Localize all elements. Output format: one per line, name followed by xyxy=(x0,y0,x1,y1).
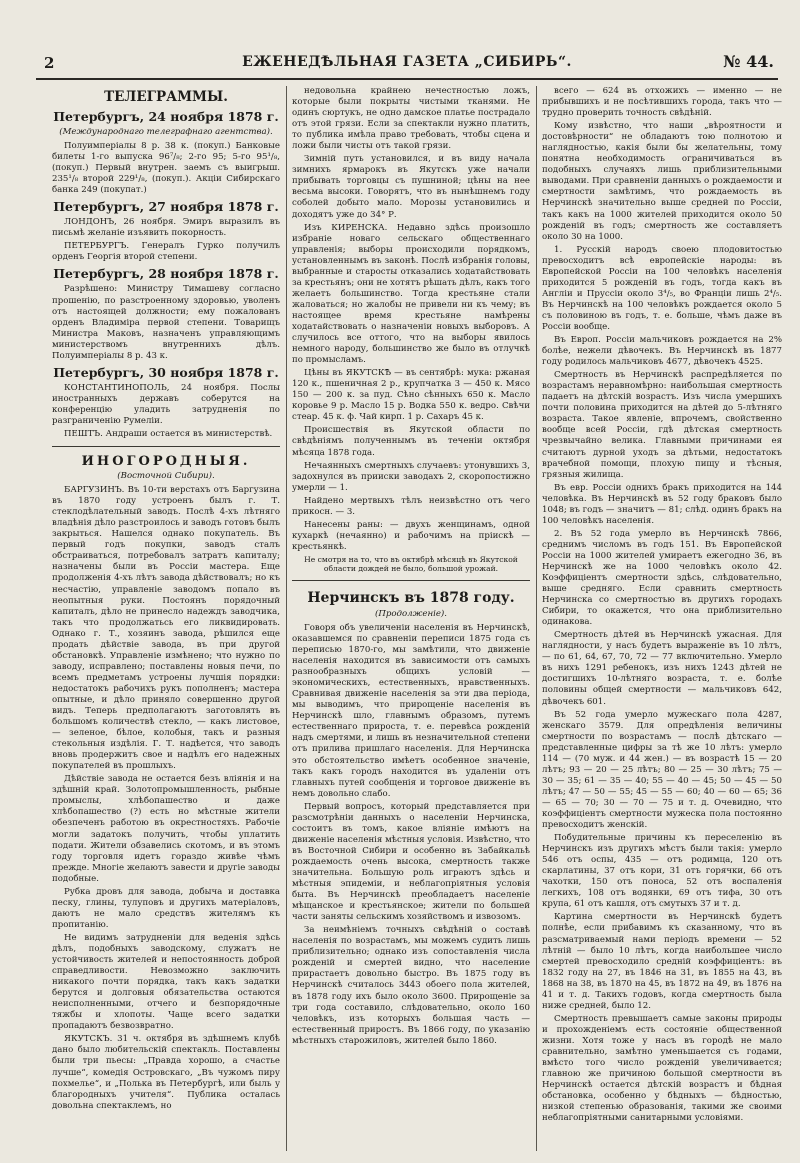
article-paragraph: Въ евр. Россіи однихъ бракъ приходится на 144 человѣка. Въ Нерчинскѣ въ 52 году браковъ было 1048; въ годъ — значитъ — 81; слѣд. одинъ бракъ на 100 человѣкъ населенія. xyxy=(542,482,782,526)
section-divider xyxy=(52,446,280,447)
article-paragraph: Найдено мертвыхъ тѣлъ неизвѣстно отъ чего прикосн. — 3. xyxy=(292,495,530,517)
telegrams-heading: ТЕЛЕГРАММЫ. xyxy=(104,89,228,105)
article-paragraph: Зимній путь установился, и въ виду начала зимнихъ ярмарокъ въ Якутскъ уже начали прибывать торговцы съ пушниной; цѣны на нее весьма высоки. Говорятъ, что въ нынѣшнемъ году соболей добыто мало. Морозы установились и доходятъ уже до 34° Р. xyxy=(292,154,530,220)
section-heading: ИНОГОРОДНЫЯ. xyxy=(81,454,251,470)
article-paragraph: Нанесены раны: — двухъ женщинамъ, одной кухаркѣ (нечаянно) и рабочимъ на пріискѣ — крестьянкѣ. xyxy=(292,519,530,552)
article-paragraph: недовольна крайнею нечестностью ложъ, которые были покрыты чистыми тканями. Не одинъ сюртукъ, не одно дамское платье пострадало отъ этой грязи. Если за спектакли нужно платить, то публика имѣла право требовать, чтобы сцена и ложи были чисты отъ такой грязи. xyxy=(292,86,530,152)
article-paragraph: 1. Русскій народъ своею плодовитостью превосходитъ всѣ европейскіе народы: въ Европейской Россіи на 100 человѣкъ населенія приходится 5 рожденій въ годъ, тогда какъ въ Англіи и Пруссіи около 3⁴/₅, во Франціи лишь 2⁴/₅. Въ Нерчинскѣ на 100 человѣкъ рождается около 5 съ половиною въ годъ, т. е. больше, чѣмъ даже въ Россіи вообще. xyxy=(542,244,782,332)
telegram-text: ПЕШТЪ. Андраши остается въ министерствѣ. xyxy=(64,428,273,439)
article-paragraph: Рубка дровъ для завода, добыча и доставка песку, глины, тулуповъ и другихъ матеріаловъ, даютъ не мало средствъ жителямъ къ пропитанію. xyxy=(52,886,280,930)
article-paragraph: ЯКУТСКЪ. 31 ч. октября въ здѣшнемъ клубѣ дано было любительскій спектакль. Поставлены были три пьесы: „Правда хорошо, а счастье лучше“, комедія Островскаго, „Въ чужомъ пиру похмелье“, и „Полька въ Петербургѣ, или быль у благородныхъ учителя“. Публика осталась довольна спектаклемъ, но xyxy=(52,1034,280,1111)
article-paragraph: Побудительные причины къ переселенію въ Нерчинскъ изъ другихъ мѣстъ были такія: умерло 546 отъ оспы, 435 — отъ родимца, 120 отъ скарлатины, 37 отъ кори, 31 отъ горячки, 66 отъ чахотки, 150 отъ поноса, 52 отъ воспаленія легкихъ, 108 отъ водянки, 69 отъ тифа, 30 отъ крупа, 61 отъ кашля, отъ смутыхъ 37 и т. д. xyxy=(542,833,782,910)
article-paragraph: Кому извѣстно, что наши „вѣроятности и достовѣрности“ не обладаютъ тою полнотою и наглядностью, какія были бы желательны, тому понятна необходимость ограничиваться въ подобныхъ случаяхъ лишь приблизительными выводами. При сравненіи данныхъ о рождаемости и смертности замѣтимъ, что рождаемость въ Нерчинскѣ значительно выше средней по Россіи, такъ какъ на 1000 жителей приходится около 50 рожденій въ годъ; смертность же составляетъ около 30 на 1000. xyxy=(542,121,782,242)
article-paragraph: Нечаянныхъ смертныхъ случаевъ: утонувшихъ 3, задохнулся въ прииски заводахъ 2, скоропостижно умерли — 1. xyxy=(292,460,530,493)
telegram-source: (Международнаго телеграфнаго агентства). xyxy=(59,127,273,137)
article-paragraph: Смертность въ Нерчинскѣ распредѣляется по возрастамъ неравномѣрно: наибольшая смертность падаетъ на дѣтскій возрастъ. Изъ числа умершихъ почти половина приходится на дѣтей до 5-лѣтняго возраста. Такое явленіе, впрочемъ, свойственно вообще всей Россіи, гдѣ дѣтская смертность чрезвычайно велика. Главными причинами ея считаютъ дурной уходъ за дѣтьми, недостатокъ врачебной помощи, плохую пищу и тѣсныя, грязныя жилища. xyxy=(542,370,782,480)
column-rule xyxy=(286,86,287,1151)
telegram-text: КОНСТАНТИНОПОЛЬ, 24 ноября. Послы иностранныхъ державъ соберутся на конференцію уладить затрудненія по разграниченію Румеліи. xyxy=(52,382,280,426)
column-1 xyxy=(52,86,280,1156)
newspaper-title: ЕЖЕНЕДѢЛЬНАЯ ГАЗЕТА „СИБИРЬ“. xyxy=(242,54,572,70)
article-paragraph: Въ 52 года умерло мужескаго пола 4287, женскаго 3579. Для опредѣленія величины смертности по возрастамъ — послѣ дѣтскаго — представленные цифры за тѣ же 10 лѣтъ: умерло 114 — (70 муж. и 44 жен.) — въ возрастѣ 15 — 20 лѣтъ; 93 — 20 — 25 лѣтъ; 80 — 25 — 30 лѣтъ; 75 — 30 — 35; 61 — 35 — 40; 55 — 40 — 45; 50 — 45 — 50 лѣтъ; 47 — 50 — 55; 45 — 55 — 60; 40 — 60 — 65; 36 — 65 — 70; 30 — 70 — 75 и т. д. Очевидно, что коэффиціентъ смертности мужеска пола постоянно превосходитъ женскій. xyxy=(542,709,782,831)
article-paragraph: Дѣйствіе завода не остается безъ вліянія и на здѣшній край. Золотопромышленность, рыбные промыслы, хлѣбопашество и даже хлѣбопашество (?) есть но мѣстные жители обезпеченъ работою въ окрестностяхъ. Рабочіе могли задатокъ получить, чтобы уплатить подати. Жители обзавелись скотомъ, и въ этомъ году торговля идетъ гораздо живѣе чѣмъ прежде. Многіе желаютъ завести и другіе заводы подобные. xyxy=(52,774,280,884)
telegram-dateline: Петербургъ, 27 ноября 1878 г. xyxy=(53,199,279,215)
column-3 xyxy=(542,86,782,1156)
article-paragraph: Не видимъ затрудненіи для веденія здѣсь дѣлъ, подобныхъ заводскому, служатъ не устойчивость жителей и непостоянность доброй справедливости. Невозможно заключить никакого почти порядка, такъ какъ задатки берутся и долговыя обязательства остаются неисполненными, отчего и безпорядочные тяжбы и хлопоты. Чаще всего задатки пропадаютъ безвозвратно. xyxy=(52,932,280,1032)
article-paragraph: Въ Европ. Россіи мальчиковъ рождается на 2% болѣе, нежели дѣвочекъ. Въ Нерчинскѣ въ 1877 году родилось мальчиковъ 4677, дѣвочекъ 4525. xyxy=(542,335,782,368)
article-note: Не смотря на то, что въ октябрѣ мѣсяцѣ въ Якутской области дождей не было, большой урожай. xyxy=(304,554,518,574)
article-paragraph: Цѣны въ ЯКУТСКѢ — въ сентябрѣ: мука: ржаная 120 к., пшеничная 2 р., крупчатка 3 — 450 к. Мясо 150 — 200 к. за пуд. Сѣно сѣнныхъ 650 к. Масло коровье 9 р. Масло 15 р. Водка 550 к. ведро. Свѣчи стеар. 45 к. ф. Чай кирп. 1 р. Сахаръ 45 к. xyxy=(292,368,530,423)
column-rule xyxy=(536,86,537,1151)
article-paragraph: Смертность превышаетъ самые законы природы и прохожденіемъ есть состояніе общественной жизни. Хотя тоже у насъ въ городѣ не мало сравнительно, замѣтно уменьшается съ годами, вмѣсто того число рожденій увеличивается; главною же причиною большой смертности въ Нерчинскѣ остается дѣтскій возрастъ и бѣдная обстановка, особенно у бѣдныхъ — бѣдностью, низкой степенью образованія, такими же своими неблагопріятными санитарными условіями. xyxy=(542,1013,782,1124)
article-paragraph: 2. Въ 52 года умерло въ Нерчинскѣ 7866, среднимъ числомъ въ годъ 151. Въ Европейской Россіи на 1000 жителей умираетъ ежегодно 36, въ Нерчинскѣ же на 1000 человѣкъ около 42. Коэффиціентъ смертности здѣсь, слѣдовательно, выше средняго. Если сравнить смертность Нерчинска со смертностью въ другихъ городахъ Сибири, то окажется, что она приблизительно одинакова. xyxy=(542,528,782,628)
article-paragraph: Первый вопросъ, который представляется при разсмотрѣніи данныхъ о населеніи Нерчинска, состоитъ въ томъ, какое вліяніе имѣютъ на движеніе населенія мѣстныя условія. Извѣстно, что въ Восточной Сибири и особенно въ Забайкальѣ рождаемость очень высока, смертность также значительна. Большую роль играютъ здѣсь и мѣстныя эпидеміи, и неблагопріятныя условія быта. Въ Нерчинскѣ преобладаетъ населеніе мѣщанское и крестьянское; жители по большей части заняты сельскимъ хозяйствомъ и извозомъ. xyxy=(292,801,530,923)
article-paragraph: Смертность дѣтей въ Нерчинскѣ ужасная. Для наглядности, у насъ будетъ выраженіе въ 10 лѣтъ, — по 61, 64, 67, 70, 72 — 77 включительно. Умерло въ нихъ 1291 ребенокъ, изъ нихъ 1243 дѣтей не достигшихъ 10-лѣтняго возраста, т. е. болѣе половины общей смертности — мальчиковъ 642, дѣвочекъ 601. xyxy=(542,630,782,707)
article-paragraph: Происшествія въ Якутской области по свѣдѣніямъ полученнымъ въ теченіи октября мѣсяца 1878 года. xyxy=(292,425,530,458)
column-2 xyxy=(292,86,530,1156)
article-paragraph: Картина смертности въ Нерчинскѣ будетъ полнѣе, если прибавимъ къ сказанному, что въ разсматриваемый нами періодъ времени — 52 лѣтній — было 10 лѣтъ, когда наибольшее число смертей превосходило средній коэффиціентъ: въ 1832 году на 27, въ 1846 на 31, въ 1855 на 43, въ 1868 на 38, въ 1870 на 45, въ 1872 на 49, въ 1876 на 41 и т. д. Такихъ годовъ, когда смертность была ниже средней, было 12. xyxy=(542,912,782,1011)
article-subtitle: (Продолженіе). xyxy=(374,608,448,619)
article-paragraph: БАРГУЗИНЪ. Въ 10-ти верстахъ отъ Баргузина въ 1870 году устроенъ былъ г. Т. стеклодѣлательный заводъ. Послѣ 4-хъ лѣтняго владѣнія дѣло разстроилось и заводъ готовъ былъ закрыться. Нашелся однако покупатель. Въ первый годъ покупки, заводъ сталъ обстраиваться, потребовалъ затратъ капиталу; назначены были въ Россіи мастера. Еще продолженія 4-хъ лѣтъ завода дѣйствовалъ; но къ несчастію, управленіе заводомъ попало въ неопытныя руки. Постоянъ порядочный капиталъ, дѣло не принесло надеждъ заводчика, такъ что продолжатьсь его ликвидировать. Однако г. Т., хозяинъ завода, рѣшился еще продать дѣйствіе завода, въ при другой обстановкѣ. Управленіе измѣнено; что нужно по заводу, исправлено; поставлены новыя печи, по всемъ предметамъ устроены лучшія порядки: недостатокъ рабочихъ рукъ пополненъ; мастера опытные, и дѣло приняло совершенно другой видъ. Теперь предполагаютъ заготовлять въ большомъ количествѣ стекло, — какъ листовое, — зеленое, бѣлое, колобыя, такъ и разныя стекольныя издѣлія. Г. Т. надѣется, что заводъ вновь продержитъ свое и надѣлъ его надежных покупателей въ прошлыхъ. xyxy=(52,485,280,772)
telegram-text: ПЕТЕРБУРГЪ. Генералъ Гурко получилъ орденъ Георгія второй степени. xyxy=(52,241,280,263)
article-title: Нерчинскъ въ 1878 году. xyxy=(307,589,515,606)
article-paragraph: Говоря объ увеличеніи населенія въ Нерчинскѣ, оказавшемся по сравненіи переписи 1875 года съ переписью 1870-го, мы замѣтили, что движеніе населенія находится въ зависимости отъ самыхъ разнообразныхъ общихъ условій — экономическихъ, естественныхъ, нравственныхъ. Сравнивая движеніе населенія за эти два періода, мы выводимъ, что прирощеніе населенія въ Нерчинскѣ шло, главнымъ образомъ, путемъ естественнаго прироста, т. е. перевѣса рожденій надъ смертями, и лишь въ незначительной степени отъ прилива пришлаго населенія. Для Нерчинска это обстоятельство имѣетъ особенное значеніе, такъ какъ городъ находится въ удаленіи отъ главныхъ путей сообщенія и торговое движеніе въ немъ довольно слабо. xyxy=(292,622,530,799)
telegram-text: Полуимперіалы 8 р. 38 к. (покуп.) Банковые билеты 1-го выпуска 96⁷/₈; 2-го 95; 5-го 95¹/₈, (покуп.) Первый внутрен. заемъ съ выигрыш. 235¹/₈ второй 229¹/₈, (покуп.). Акціи Сибирскаго банка 249 (покупат.) xyxy=(52,141,280,196)
article-paragraph: всего — 624 въ отхожихъ — именно — не прибывшихъ и не посѣтившихъ города, такъ что — трудно проверить точность свѣдѣній. xyxy=(542,86,782,119)
telegram-dateline: Петербургъ, 24 ноября 1878 г. xyxy=(53,109,279,124)
article-paragraph: За неимѣніемъ точныхъ свѣдѣній о составѣ населенія по возрастамъ, мы можемъ судить лишь приблизительно; однако изъ сопоставленія числа рожденій и смертей видно, что население прирастаетъ довольно быстро. Въ 1875 году въ Нерчинскѣ считалось 3443 обоего пола жителей, въ 1878 году ихъ было около 3600. Прирощеніе за три года составило, слѣдовательно, около 160 человѣкъ, изъ которыхъ большая часть — естественный приростъ. Въ 1866 году, по указанію мѣстныхъ старожиловъ, жителей было 1860. xyxy=(292,925,530,1046)
page-number: 2 xyxy=(44,54,55,72)
telegram-dateline: Петербургъ, 30 ноября 1878 г. xyxy=(53,364,279,380)
page-header xyxy=(36,52,778,80)
section-divider xyxy=(292,580,530,581)
telegram-dateline: Петербургъ, 28 ноября 1878 г. xyxy=(53,266,279,282)
section-subheading: (Восточной Сибири). xyxy=(117,471,215,482)
article-paragraph: Изъ КИРЕНСКА. Недавно здѣсь произошло избраніе новаго сельскаго общественнаго управленія; выборы происходили порядкомъ, установленнымъ въ законѣ. Послѣ избранія головы, выбранные и старосты отказались ходатайствовать за крестьянъ; они не хотятъ рѣшать дѣлъ, какъ того желаетъ большинство. Тогда крестьяне стали жаловаться; но жалобы не привели ни къ чему; въ настоящее время крестьяне намѣрены ходатайствовать о назначеніи новыхъ выборовъ. А случилось все оттого, что на выборы явилось немного народу, большинство же было въ отлучкѣ по промысламъ. xyxy=(292,222,530,366)
telegram-text: Разрѣшено: Министру Тимашеву согласно прошенію, по разстроенному здоровью, уволенъ отъ настоящей должности; ему пожалованъ орденъ Владиміра первой степени. Товарищъ Министра Маковъ, назначенъ управляющимъ министерствомъ внутреннихъ дѣлъ. Полуимперіалы 8 р. 43 к. xyxy=(52,284,280,361)
telegram-text: ЛОНДОНЪ, 26 ноября. Эмиръ выразилъ въ письмѣ желаніе изъявить покорность. xyxy=(52,217,280,239)
issue-number: № 44. xyxy=(723,52,774,71)
